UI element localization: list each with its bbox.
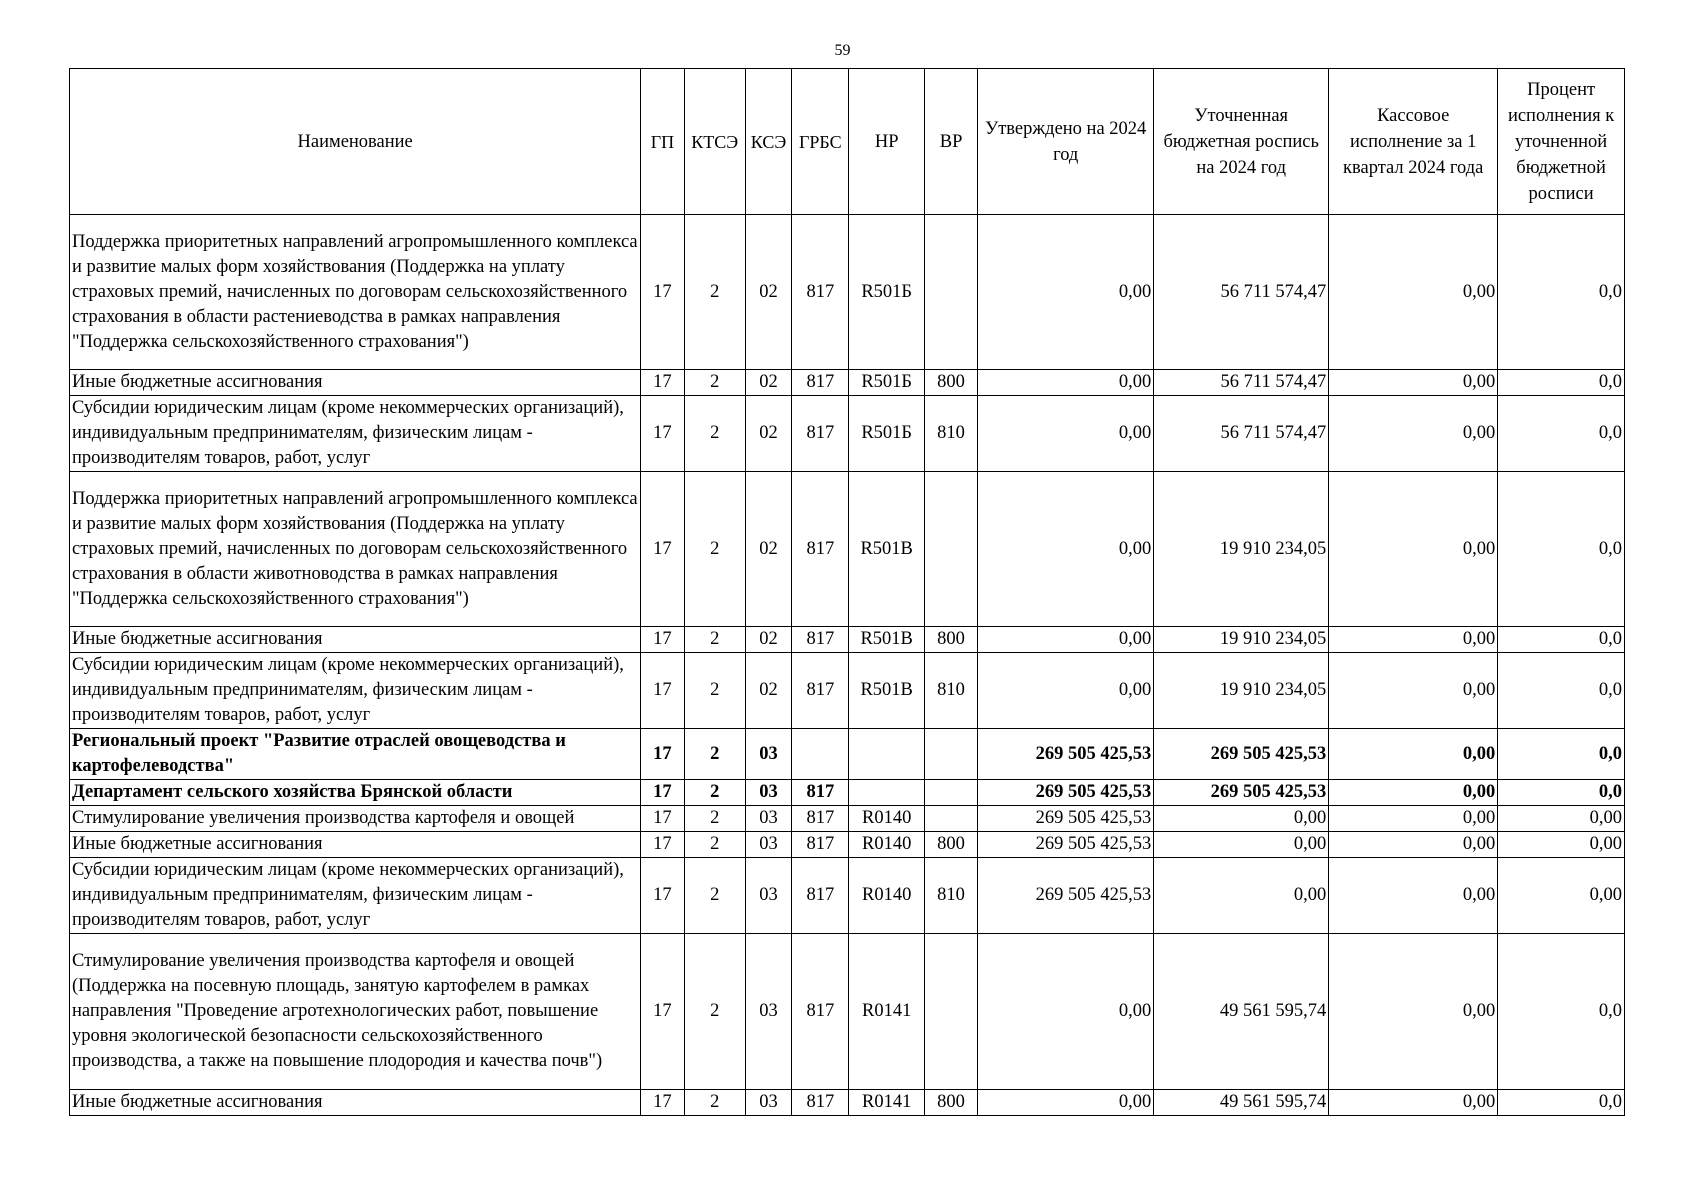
cell-vr: 810: [924, 653, 977, 729]
cell-refined: 49 561 595,74: [1154, 934, 1329, 1090]
cell-kse: 02: [745, 215, 791, 370]
cell-name: Иные бюджетные ассигнования: [70, 832, 641, 858]
cell-approved: 0,00: [978, 370, 1154, 396]
table-row: [70, 1090, 1625, 1116]
cell-approved: 0,00: [978, 1090, 1154, 1116]
cell-gp: 17: [641, 832, 684, 858]
cell-nr: R0141: [849, 934, 924, 1090]
cell-kse: 02: [745, 370, 791, 396]
table-row: [70, 370, 1625, 396]
cell-nr: R501Б: [849, 215, 924, 370]
cell-percent: 0,00: [1498, 806, 1625, 832]
cell-approved: 269 505 425,53: [978, 806, 1154, 832]
cell-kse: 03: [745, 729, 791, 780]
header-cash: Кассовое исполнение за 1 квартал 2024 года: [1329, 69, 1498, 215]
cell-name: Субсидии юридическим лицам (кроме некоммерческих организаций), индивидуальным предпринимателям, физическим лицам - производителям товаров, работ, услуг: [70, 396, 641, 472]
cell-percent: 0,0: [1498, 370, 1625, 396]
cell-percent: 0,0: [1498, 780, 1625, 806]
cell-cash: 0,00: [1329, 215, 1498, 370]
cell-kse: 03: [745, 780, 791, 806]
table-row: [70, 858, 1625, 934]
cell-gp: 17: [641, 1090, 684, 1116]
cell-gp: 17: [641, 472, 684, 627]
cell-ktse: 2: [684, 472, 745, 627]
cell-nr: R501Б: [849, 370, 924, 396]
cell-gp: 17: [641, 627, 684, 653]
cell-gp: 17: [641, 729, 684, 780]
cell-vr: [924, 215, 977, 370]
cell-grbs: 817: [792, 780, 849, 806]
cell-grbs: 817: [792, 934, 849, 1090]
cell-cash: 0,00: [1329, 858, 1498, 934]
cell-ktse: 2: [684, 729, 745, 780]
cell-approved: 0,00: [978, 627, 1154, 653]
header-name: Наименование: [70, 69, 641, 215]
cell-name: Департамент сельского хозяйства Брянской области: [70, 780, 641, 806]
header-grbs: ГРБС: [792, 69, 849, 215]
table-row: [70, 215, 1625, 370]
cell-percent: 0,0: [1498, 729, 1625, 780]
cell-refined: 0,00: [1154, 806, 1329, 832]
cell-ktse: 2: [684, 1090, 745, 1116]
cell-name: Стимулирование увеличения производства картофеля и овощей (Поддержка на посевную площадь, занятую картофелем в рамках направления "Проведение агротехнологических работ, повышение уровня экологической безопасности сельскохозяйственного производства, а также на повышение плодородия и качества почв"): [70, 934, 641, 1090]
cell-refined: 56 711 574,47: [1154, 396, 1329, 472]
cell-refined: 49 561 595,74: [1154, 1090, 1329, 1116]
cell-nr: R0140: [849, 832, 924, 858]
budget-table: [69, 68, 1625, 1116]
cell-name: Поддержка приоритетных направлений агропромышленного комплекса и развитие малых форм хозяйствования (Поддержка на уплату страховых премий, начисленных по договорам сельскохозяйственного страхования в области животноводства в рамках направления "Поддержка сельскохозяйственного страхования"): [70, 472, 641, 627]
cell-vr: [924, 934, 977, 1090]
header-gp: ГП: [641, 69, 684, 215]
cell-gp: 17: [641, 806, 684, 832]
cell-percent: 0,00: [1498, 832, 1625, 858]
cell-ktse: 2: [684, 832, 745, 858]
cell-grbs: 817: [792, 653, 849, 729]
cell-ktse: 2: [684, 396, 745, 472]
cell-ktse: 2: [684, 858, 745, 934]
cell-approved: 269 505 425,53: [978, 780, 1154, 806]
cell-kse: 02: [745, 653, 791, 729]
cell-name: Иные бюджетные ассигнования: [70, 1090, 641, 1116]
header-vr: ВР: [924, 69, 977, 215]
cell-percent: 0,0: [1498, 653, 1625, 729]
cell-gp: 17: [641, 370, 684, 396]
cell-cash: 0,00: [1329, 806, 1498, 832]
cell-ktse: 2: [684, 653, 745, 729]
cell-grbs: 817: [792, 832, 849, 858]
cell-percent: 0,0: [1498, 934, 1625, 1090]
cell-refined: 0,00: [1154, 858, 1329, 934]
cell-nr: R501В: [849, 653, 924, 729]
cell-cash: 0,00: [1329, 627, 1498, 653]
table-header: [70, 69, 1625, 215]
cell-gp: 17: [641, 780, 684, 806]
header-ktse: КТСЭ: [684, 69, 745, 215]
cell-nr: [849, 780, 924, 806]
cell-approved: 0,00: [978, 934, 1154, 1090]
cell-nr: R0141: [849, 1090, 924, 1116]
cell-gp: 17: [641, 396, 684, 472]
cell-kse: 02: [745, 472, 791, 627]
cell-cash: 0,00: [1329, 1090, 1498, 1116]
cell-ktse: 2: [684, 806, 745, 832]
cell-gp: 17: [641, 653, 684, 729]
cell-percent: 0,0: [1498, 215, 1625, 370]
cell-kse: 03: [745, 832, 791, 858]
header-kse: КСЭ: [745, 69, 791, 215]
cell-gp: 17: [641, 934, 684, 1090]
cell-ktse: 2: [684, 934, 745, 1090]
cell-cash: 0,00: [1329, 832, 1498, 858]
cell-nr: [849, 729, 924, 780]
cell-vr: [924, 806, 977, 832]
table-row: [70, 729, 1625, 780]
cell-nr: R501Б: [849, 396, 924, 472]
cell-name: Иные бюджетные ассигнования: [70, 627, 641, 653]
cell-refined: 269 505 425,53: [1154, 780, 1329, 806]
cell-approved: 0,00: [978, 653, 1154, 729]
table-row: [70, 780, 1625, 806]
cell-refined: 0,00: [1154, 832, 1329, 858]
cell-approved: 0,00: [978, 472, 1154, 627]
cell-percent: 0,0: [1498, 396, 1625, 472]
cell-name: Поддержка приоритетных направлений агропромышленного комплекса и развитие малых форм хозяйствования (Поддержка на уплату страховых премий, начисленных по договорам сельскохозяйственного страхования в области растениеводства в рамках направления "Поддержка сельскохозяйственного страхования"): [70, 215, 641, 370]
cell-percent: 0,0: [1498, 1090, 1625, 1116]
cell-grbs: 817: [792, 806, 849, 832]
cell-name: Субсидии юридическим лицам (кроме некоммерческих организаций), индивидуальным предпринимателям, физическим лицам - производителям товаров, работ, услуг: [70, 858, 641, 934]
cell-name: Региональный проект "Развитие отраслей овощеводства и картофелеводства": [70, 729, 641, 780]
header-percent: Процент исполнения к уточненной бюджетной росписи: [1498, 69, 1625, 215]
cell-refined: 56 711 574,47: [1154, 215, 1329, 370]
cell-nr: R501В: [849, 627, 924, 653]
cell-gp: 17: [641, 858, 684, 934]
cell-name: Иные бюджетные ассигнования: [70, 370, 641, 396]
cell-cash: 0,00: [1329, 653, 1498, 729]
cell-cash: 0,00: [1329, 934, 1498, 1090]
cell-percent: 0,0: [1498, 627, 1625, 653]
cell-cash: 0,00: [1329, 729, 1498, 780]
page-number: 59: [834, 42, 851, 59]
table-row: [70, 832, 1625, 858]
cell-approved: 0,00: [978, 396, 1154, 472]
cell-cash: 0,00: [1329, 780, 1498, 806]
cell-ktse: 2: [684, 780, 745, 806]
table-row: [70, 934, 1625, 1090]
cell-vr: 800: [924, 627, 977, 653]
cell-grbs: 817: [792, 858, 849, 934]
cell-cash: 0,00: [1329, 396, 1498, 472]
cell-grbs: 817: [792, 472, 849, 627]
cell-grbs: 817: [792, 215, 849, 370]
cell-vr: 800: [924, 1090, 977, 1116]
cell-refined: 269 505 425,53: [1154, 729, 1329, 780]
cell-approved: 0,00: [978, 215, 1154, 370]
cell-name: Субсидии юридическим лицам (кроме некоммерческих организаций), индивидуальным предпринимателям, физическим лицам - производителям товаров, работ, услуг: [70, 653, 641, 729]
cell-nr: R501В: [849, 472, 924, 627]
cell-approved: 269 505 425,53: [978, 729, 1154, 780]
cell-kse: 03: [745, 1090, 791, 1116]
cell-kse: 02: [745, 627, 791, 653]
table-row: [70, 806, 1625, 832]
cell-refined: 19 910 234,05: [1154, 472, 1329, 627]
table-body: [70, 215, 1625, 1116]
cell-name: Стимулирование увеличения производства картофеля и овощей: [70, 806, 641, 832]
cell-vr: 810: [924, 858, 977, 934]
cell-percent: 0,0: [1498, 472, 1625, 627]
table-row: [70, 627, 1625, 653]
cell-nr: R0140: [849, 858, 924, 934]
table-row: [70, 396, 1625, 472]
table-row: [70, 472, 1625, 627]
cell-nr: R0140: [849, 806, 924, 832]
cell-vr: 800: [924, 370, 977, 396]
cell-vr: [924, 472, 977, 627]
cell-vr: 810: [924, 396, 977, 472]
cell-ktse: 2: [684, 215, 745, 370]
cell-refined: 19 910 234,05: [1154, 653, 1329, 729]
cell-vr: [924, 729, 977, 780]
cell-approved: 269 505 425,53: [978, 832, 1154, 858]
header-nr: НР: [849, 69, 924, 215]
cell-percent: 0,00: [1498, 858, 1625, 934]
cell-refined: 56 711 574,47: [1154, 370, 1329, 396]
cell-grbs: 817: [792, 396, 849, 472]
cell-cash: 0,00: [1329, 370, 1498, 396]
cell-kse: 03: [745, 806, 791, 832]
cell-grbs: 817: [792, 370, 849, 396]
cell-grbs: [792, 729, 849, 780]
cell-grbs: 817: [792, 627, 849, 653]
header-refined: Уточненная бюджетная роспись на 2024 год: [1154, 69, 1329, 215]
cell-gp: 17: [641, 215, 684, 370]
table-row: [70, 653, 1625, 729]
cell-cash: 0,00: [1329, 472, 1498, 627]
cell-refined: 19 910 234,05: [1154, 627, 1329, 653]
cell-vr: [924, 780, 977, 806]
cell-kse: 03: [745, 858, 791, 934]
cell-approved: 269 505 425,53: [978, 858, 1154, 934]
cell-ktse: 2: [684, 627, 745, 653]
cell-grbs: 817: [792, 1090, 849, 1116]
cell-ktse: 2: [684, 370, 745, 396]
cell-kse: 03: [745, 934, 791, 1090]
cell-kse: 02: [745, 396, 791, 472]
header-approved: Утверждено на 2024 год: [978, 69, 1154, 215]
cell-vr: 800: [924, 832, 977, 858]
